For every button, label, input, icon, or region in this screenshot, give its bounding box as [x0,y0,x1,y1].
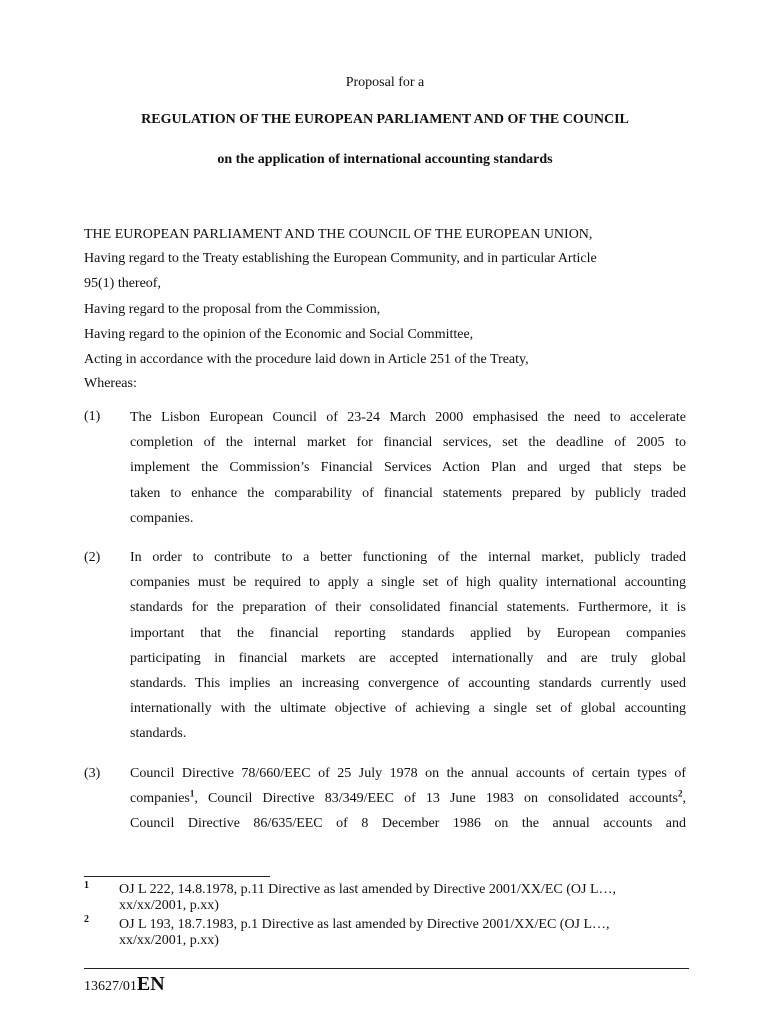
preamble-line: Having regard to the Treaty establishing the European Community, and in particular Article [84,251,597,266]
recital-line: The Lisbon European Council of 23-24 March 2000 emphasised the need to accelerate [130,410,686,425]
footnote-number: 2 [84,914,89,925]
footnote-number: 1 [84,880,89,891]
recital-line: companies. [130,510,194,526]
recital-line: taken to enhance the comparability of financial statements prepared by publicly traded [130,485,686,501]
recital-line: In order to contribute to a better functioning of the internal market, publicly traded [130,550,686,565]
footnote-text [119,917,689,949]
recital-line: Council Directive 78/660/EEC of 25 July 1978 on the annual accounts of certain types of [130,766,686,781]
recital-text: , [682,791,686,807]
proposal-line: Proposal for a [345,75,425,90]
recital-text: companies [130,791,190,807]
footnote-ref[interactable]: 2 [678,788,683,799]
recital-number: (2) [84,550,101,565]
recital-line: Council Directive 86/635/EEC of 8 December 1986 on the annual accounts and [130,816,686,832]
recital-line: standards. [130,726,187,742]
preamble-line: Having regard to the proposal from the Commission, [84,302,381,317]
recital-number: (1) [84,409,101,424]
footer-rule [84,968,689,969]
footnote-line: OJ L 222, 14.8.1978, p.11 Directive as last amended by Directive 2001/XX/EC (OJ L…, [119,882,617,897]
recital-line: participating in financial markets are accepted internationally and are truly global [130,650,686,666]
footnote-text [119,882,689,914]
preamble-line: Whereas: [84,376,137,391]
recital-2-text [130,545,686,747]
footnote-ref[interactable]: 1 [189,788,195,799]
preamble-line: Acting in accordance with the procedure laid down in Article 251 of the Treaty, [84,352,529,367]
footnote-line: OJ L 193, 18.7.1983, p.1 Directive as last amended by Directive 2001/XX/EC (OJ L…, [119,917,610,932]
recital-line: standards for the preparation of their consolidated financial statements. Furthermore, it is [130,600,686,616]
recital-line [130,786,686,811]
footnote-line: xx/xx/2001, p.xx) [119,933,219,948]
preamble-line: 95(1) thereof, [84,276,161,291]
recital-line: companies must be required to apply a single set of high quality international accounting [130,575,686,591]
recital-3-text [130,761,686,837]
document-number: 13627/01 [84,979,137,994]
recital-line: standards. This implies an increasing convergence of accounting standards currently used [130,676,686,692]
language-code: EN [136,973,165,995]
recital-line: completion of the internal market for financial services, set the deadline of 2005 to [130,435,686,451]
recital-text: , Council Directive 83/349/EEC of 13 June 1983 on consolidated accounts [194,791,678,807]
footnote-separator [84,876,270,877]
recital-line: implement the Commission’s Financial Services Action Plan and urged that steps be [130,460,686,476]
footnote-line: xx/xx/2001, p.xx) [119,898,219,913]
preamble-line: Having regard to the opinion of the Economic and Social Committee, [84,327,474,342]
recital-line: important that the financial reporting standards applied by European companies [130,625,686,641]
recital-1-text [130,405,686,531]
document-code [84,973,165,996]
regulation-title: REGULATION OF THE EUROPEAN PARLIAMENT AND OF THE COUNCIL [141,112,629,127]
recital-number: (3) [84,766,101,781]
preamble-line: THE EUROPEAN PARLIAMENT AND THE COUNCIL OF THE EUROPEAN UNION, [84,227,593,242]
recital-line: internationally with the ultimate objective of achieving a single set of global accounting [130,701,686,717]
regulation-subtitle: on the application of international accounting standards [217,152,553,167]
